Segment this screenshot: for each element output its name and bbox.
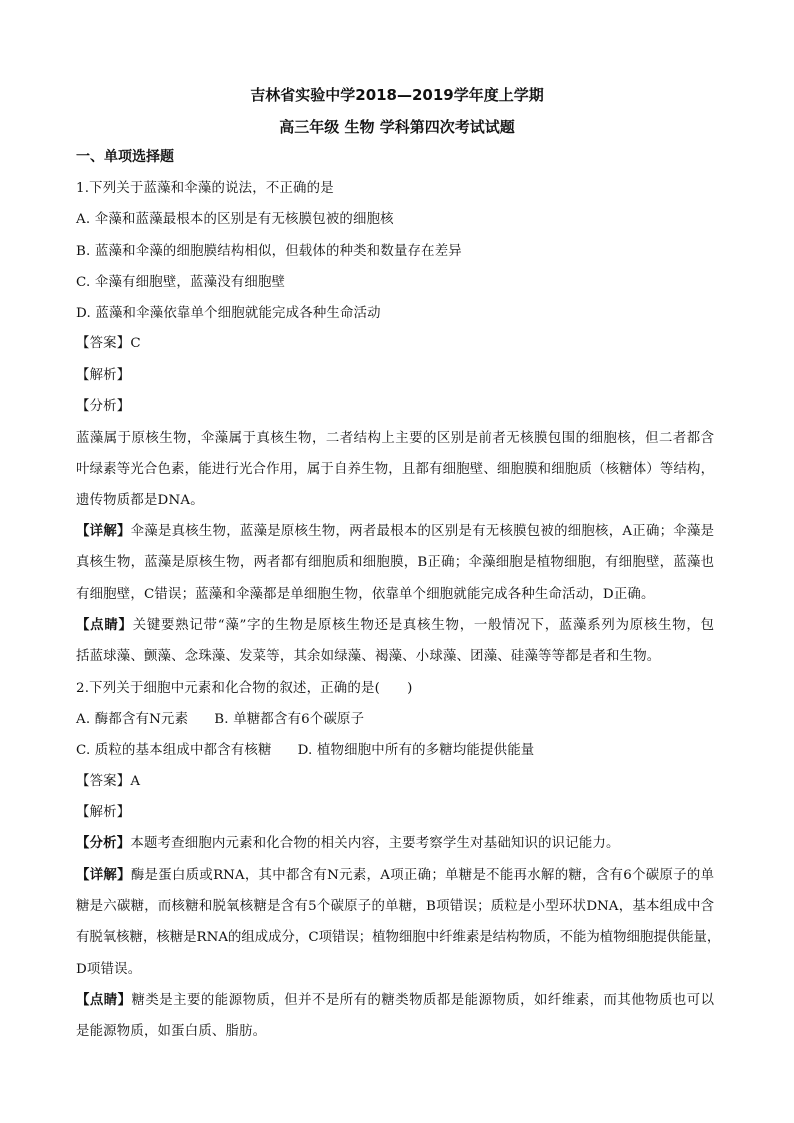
section-heading-single-choice: 一、单项选择题 (76, 149, 174, 165)
q1-jiexi-label: 【解析】 (76, 368, 131, 383)
q1-point-text-1: 关键要熟记带“藻”字的生物是原核生物还是真核生物，一般情况下，蓝藻系列为原核生物，包 (132, 618, 714, 633)
document-title: 吉林省实验中学2018—2019学年度上学期 (250, 86, 544, 104)
q1-detail-line-2: 真核生物，蓝藻是原核生物，两者都有细胞质和细胞膜，B正确；伞藻细胞是植物细胞，有细胞壁，蓝藻也 (76, 555, 714, 570)
q1-option-a: A. 伞藻和蓝藻最根本的区别是有无核膜包被的细胞核 (76, 212, 394, 227)
q2-detail-line-1 (76, 864, 714, 883)
q1-fenxi-label: 【分析】 (76, 399, 131, 414)
q2-detail-line-3: 有脱氧核糖，核糖是RNA的组成成分，C项错误；植物细胞中纤维素是结构物质，不能为植物细胞提供能量， (76, 930, 721, 945)
q2-option-c: C. 质粒的基本组成中都含有核糖 (76, 743, 272, 758)
q2-option-b: B. 单糖都含有6个碳原子 (214, 712, 365, 727)
q1-point-line-1 (76, 614, 714, 633)
q2-detail-text-1: 酶是蛋白质或RNA，其中都含有N元素，A项正确；单糖是不能再水解的糖，含有6个碳原子的单 (130, 868, 714, 883)
q2-point-line-2: 是能源物质，如蛋白质、脂肪。 (76, 1024, 267, 1039)
q2-point-line-1 (76, 989, 714, 1008)
q1-detail-tag: 【详解】 (76, 524, 131, 539)
q2-stem: 2.下列关于细胞中元素和化合物的叙述，正确的是( ) (76, 681, 413, 696)
q1-option-b: B. 蓝藻和伞藻的细胞膜结构相似，但载体的种类和数量存在差异 (76, 244, 462, 259)
q2-options-row-1 (76, 708, 364, 727)
q1-detail-line-3: 有细胞壁，C错误；蓝藻和伞藻都是单细胞生物，依靠单个细胞就能完成各种生命活动，D正确。 (76, 587, 655, 602)
q1-answer: 【答案】C (76, 336, 141, 351)
q1-stem: 1.下列关于蓝藻和伞藻的说法，不正确的是 (76, 181, 334, 196)
q2-answer: 【答案】A (76, 774, 141, 789)
q2-jiexi-label: 【解析】 (76, 805, 131, 820)
q2-fenxi-tag: 【分析】 (76, 836, 131, 851)
q2-detail-tag: 【详解】 (76, 868, 131, 883)
q2-option-d: D. 植物细胞中所有的多糖均能提供能量 (297, 743, 535, 758)
q2-detail-line-4: D项错误。 (76, 962, 142, 977)
q2-options-row-2 (76, 739, 534, 758)
q1-detail-line-1 (76, 520, 714, 539)
q1-option-d: D. 蓝藻和伞藻依靠单个细胞就能完成各种生命活动 (76, 306, 381, 321)
q1-detail-text-1: 伞藻是真核生物，蓝藻是原核生物，两者最根本的区别是有无核膜包被的细胞核，A正确；伞藻是 (130, 524, 714, 539)
q2-option-a: A. 酶都含有N元素 (76, 712, 189, 727)
q1-analysis-line-1: 蓝藻属于原核生物，伞藻属于真核生物，二者结构上主要的区别是前者无核膜包围的细胞核，但二者都含 (76, 431, 714, 446)
q2-point-tag: 【点睛】 (76, 993, 132, 1008)
document-subtitle: 高三年级 生物 学科第四次考试试题 (279, 118, 515, 136)
q1-point-tag: 【点睛】 (76, 618, 133, 633)
q1-point-line-2: 括蓝球藻、颤藻、念珠藻、发菜等，其余如绿藻、褐藻、小球藻、团藻、硅藻等等都是者和生物。 (76, 649, 661, 664)
q2-fenxi-line (76, 832, 620, 851)
q2-fenxi-text: 本题考查细胞内元素和化合物的相关内容，主要考察学生对基础知识的识记能力。 (130, 836, 620, 851)
q1-option-c: C. 伞藻有细胞壁，蓝藻没有细胞壁 (76, 275, 286, 290)
q1-analysis-line-2: 叶绿素等光合色素，能进行光合作用，属于自养生物，且都有细胞壁、细胞膜和细胞质（核糖体）等结构， (76, 462, 714, 477)
q2-point-text-1: 糖类是主要的能源物质，但并不是所有的糖类物质都是能源物质，如纤维素，而其他物质也可以 (131, 993, 715, 1008)
q1-analysis-line-3: 遗传物质都是DNA。 (76, 493, 204, 508)
q2-detail-line-2: 糖是六碳糖，而核糖和脱氧核糖是含有5个碳原子的单糖，B项错误；质粒是小型环状DNA，基本组成中含 (76, 899, 714, 914)
